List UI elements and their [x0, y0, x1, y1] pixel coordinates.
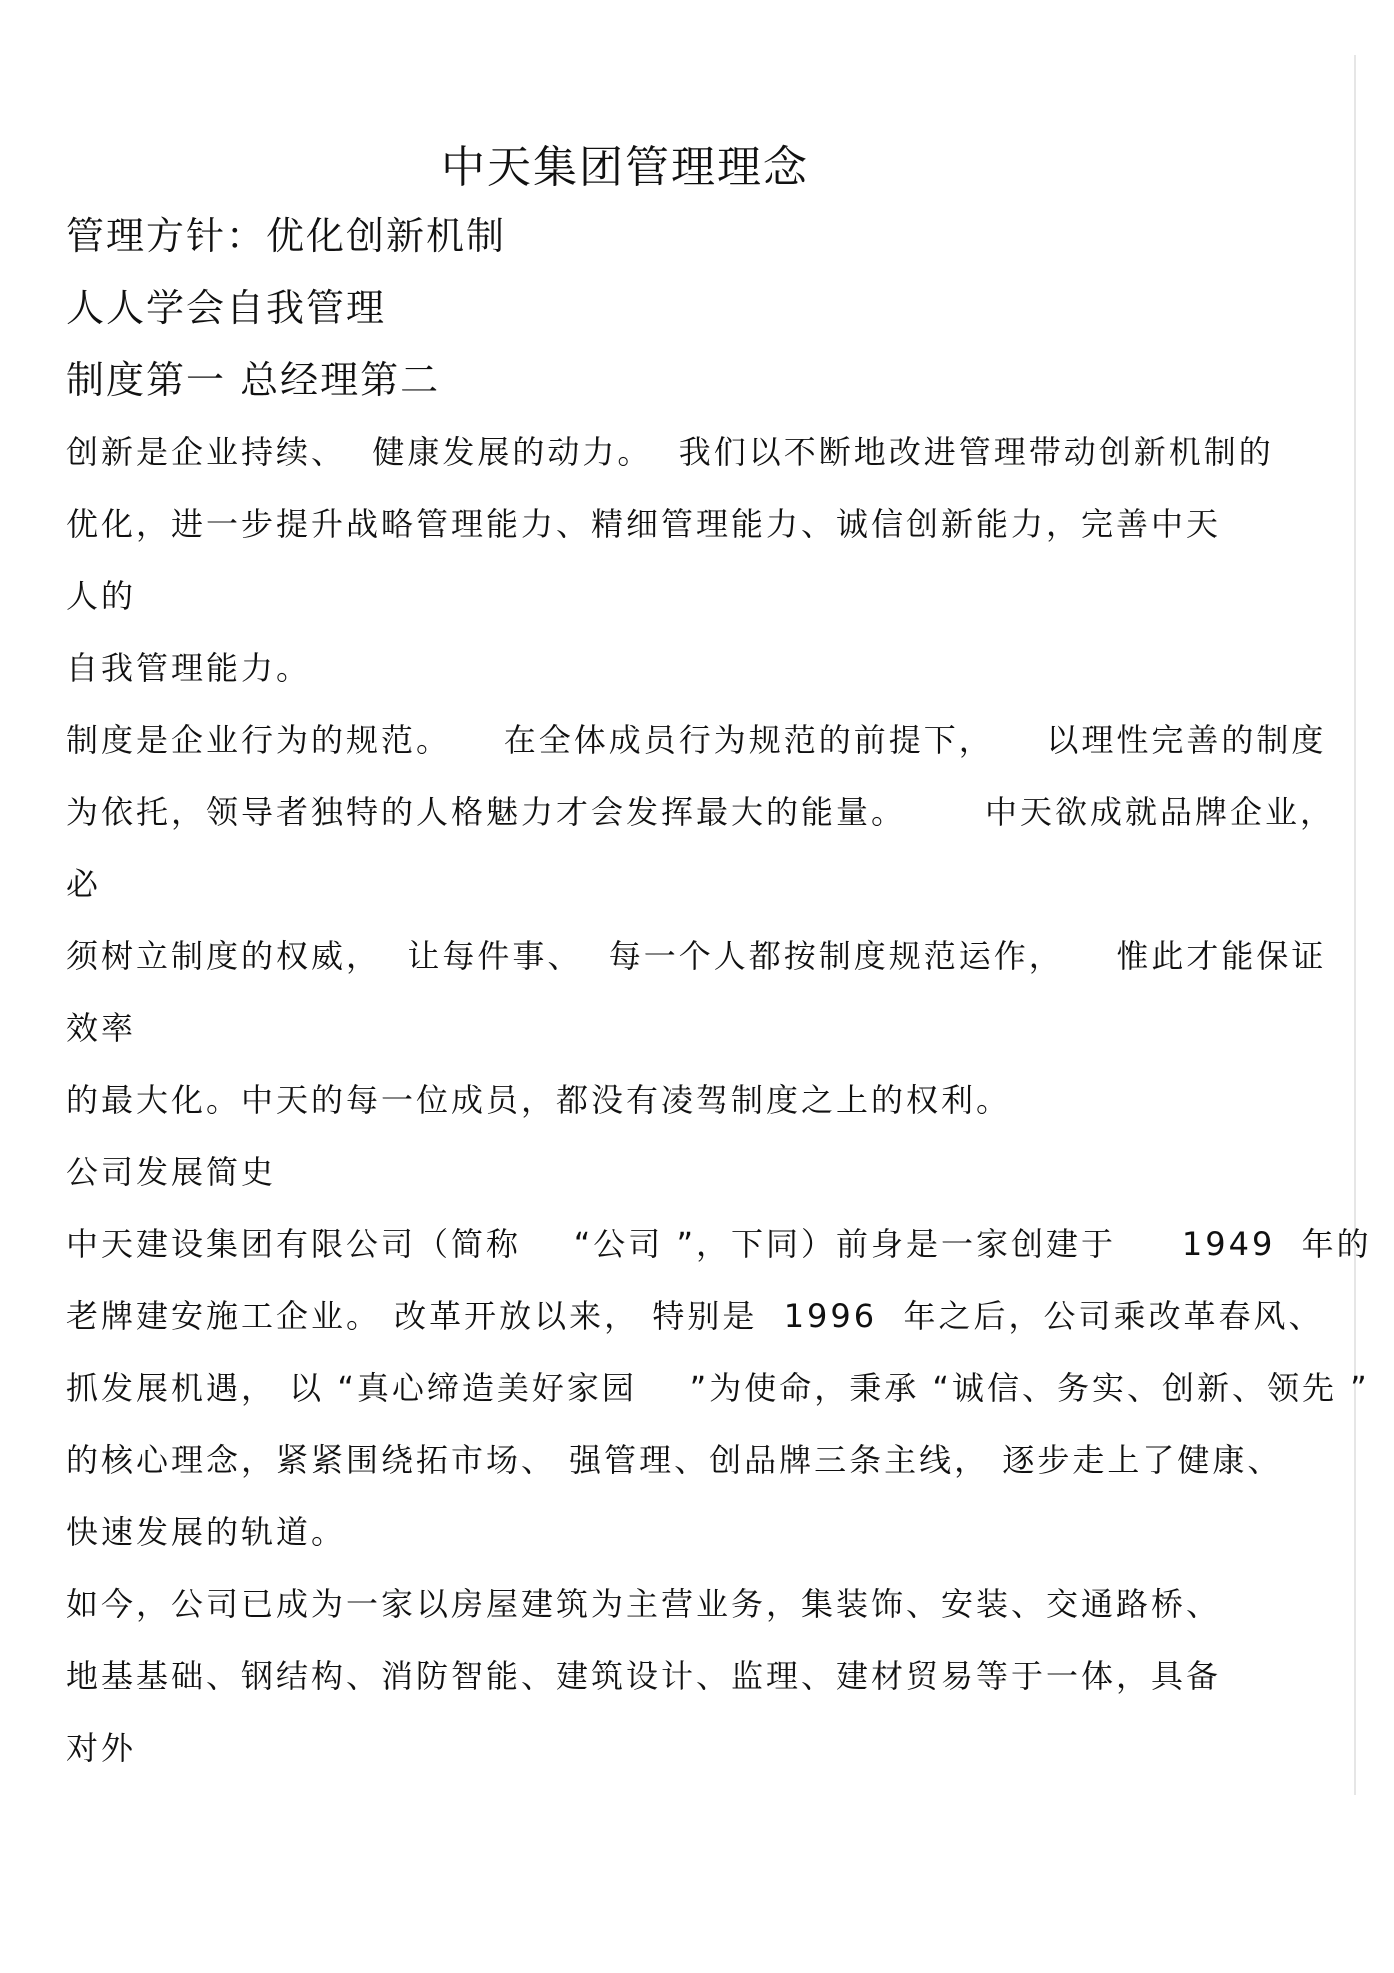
body-line: 创新是企业持续、 健康发展的动力。 我们以不断地改进管理带动创新机制的 — [66, 433, 1274, 471]
body-line: 自我管理能力。 — [66, 649, 312, 687]
body-line: 优化，进一步提升战略管理能力、精细管理能力、诚信创新能力，完善中天 — [66, 505, 1222, 543]
body-line: 地基基础、钢结构、消防智能、建筑设计、监理、建材贸易等于一体，具备 — [66, 1657, 1222, 1695]
body-line: 如今，公司已成为一家以房屋建筑为主营业务，集装饰、安装、交通路桥、 — [66, 1585, 1222, 1623]
page-edge-rule — [1354, 55, 1356, 1795]
body-line: 人的 — [66, 577, 137, 615]
body-line: 须树立制度的权威， 让每件事、 每一个人都按制度规范运作， 惟此才能保证 — [66, 937, 1327, 975]
body-line: 中天建设集团有限公司（简称 “公司 ”，下同）前身是一家创建于 1949 年的 — [66, 1225, 1372, 1263]
body-line: 快速发展的轨道。 — [66, 1513, 347, 1551]
body-line: 老牌建安施工企业。 改革开放以来， 特别是 1996 年之后，公司乘改革春风、 — [66, 1297, 1324, 1335]
heading-management-policy: 管理方针：优化创新机制 — [66, 214, 507, 258]
body-line: 为依托，领导者独特的人格魅力才会发挥最大的能量。 中天欲成就品牌企业， — [66, 793, 1336, 831]
heading-self-management: 人人学会自我管理 — [66, 286, 387, 330]
section-heading-company-history: 公司发展简史 — [66, 1153, 277, 1191]
body-line: 对外 — [66, 1729, 137, 1767]
body-line: 抓发展机遇， 以 “真心缔造美好家园 ”为使命，秉承 “诚信、务实、创新、领先 ” — [66, 1369, 1370, 1407]
body-line: 效率 — [66, 1009, 137, 1047]
body-line: 的最大化。中天的每一位成员，都没有凌驾制度之上的权利。 — [66, 1081, 1012, 1119]
document-title: 中天集团管理理念 — [441, 142, 809, 193]
body-line: 的核心理念，紧紧围绕拓市场、 强管理、创品牌三条主线， 逐步走上了健康、 — [66, 1441, 1283, 1479]
heading-system-first: 制度第一 总经理第二 — [66, 358, 441, 402]
body-line: 必 — [66, 865, 102, 903]
body-line: 制度是企业行为的规范。 在全体成员行为规范的前提下， 以理性完善的制度 — [66, 721, 1327, 759]
